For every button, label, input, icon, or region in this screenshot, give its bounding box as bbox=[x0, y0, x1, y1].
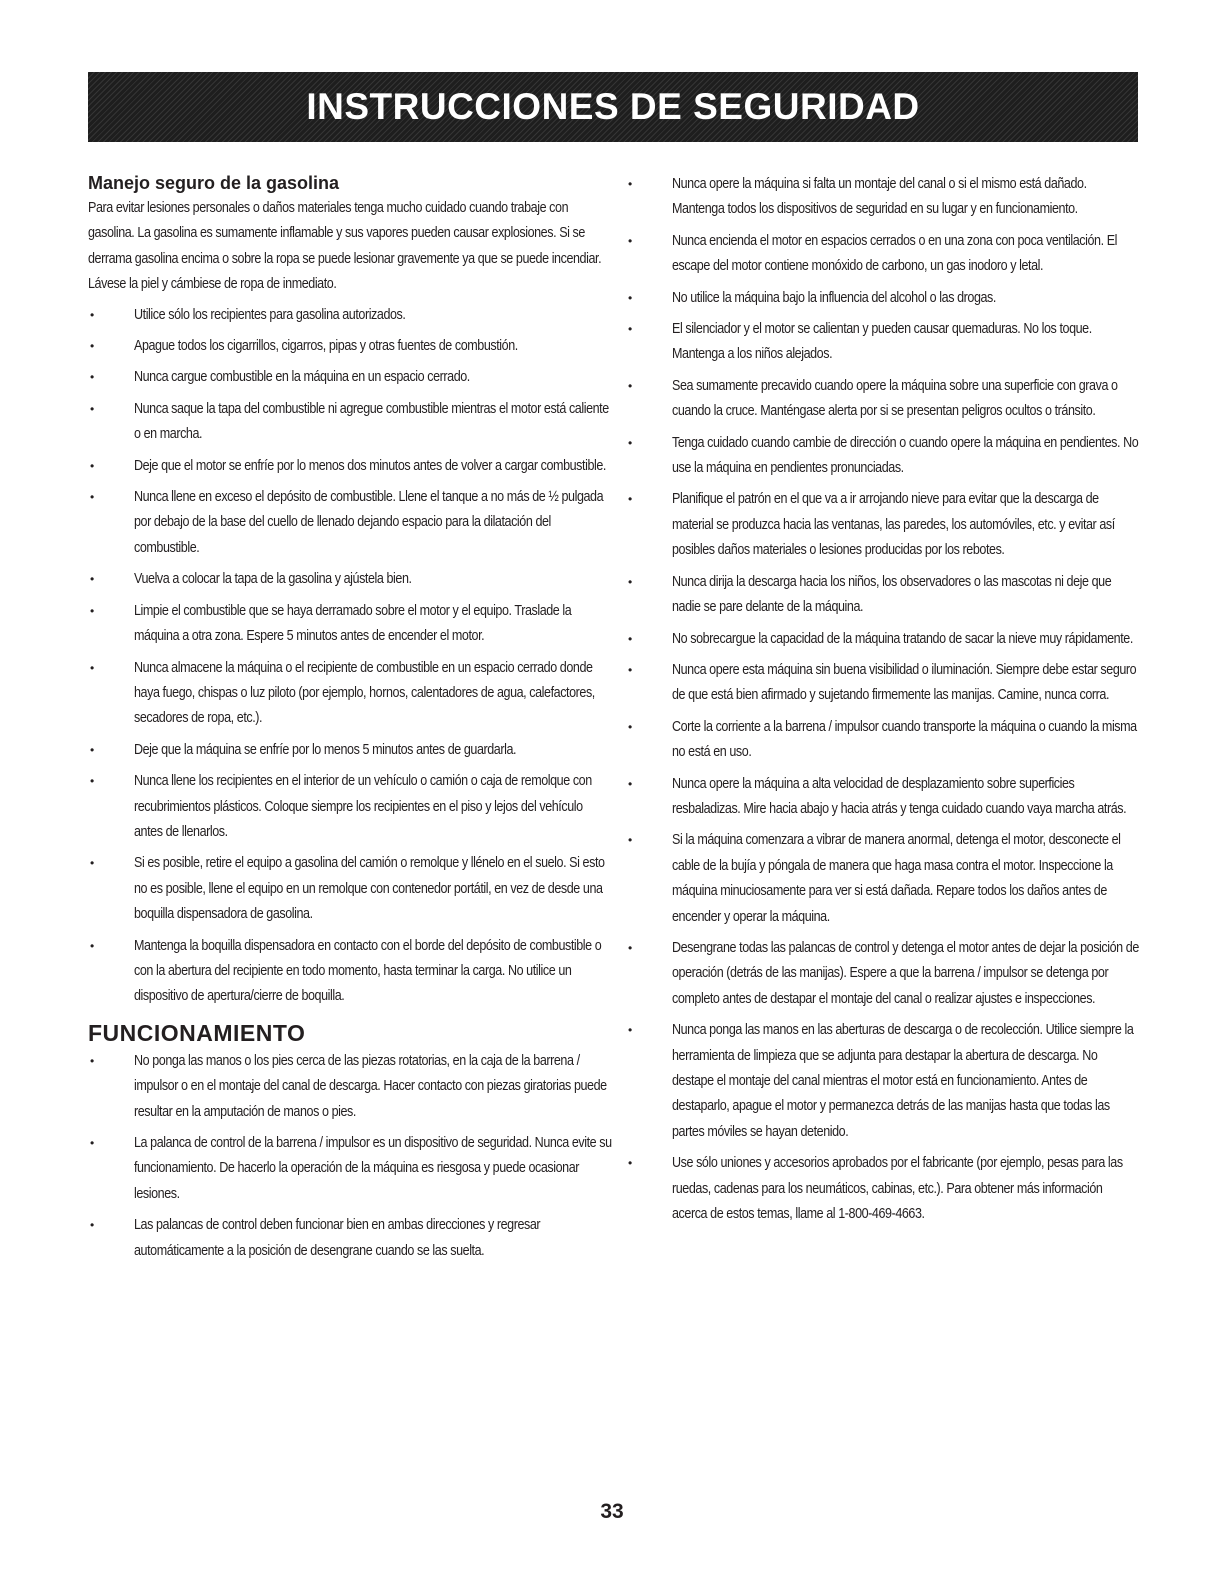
list-item-text: Nunca dirija la descarga hacia los niños, los observadores o las mascotas ni deje que nadie se pare delante de la máquina. bbox=[672, 573, 1112, 616]
operation-heading: FUNCIONAMIENTO bbox=[88, 1019, 306, 1046]
bullet-icon: • bbox=[628, 322, 633, 337]
bullet-icon: • bbox=[628, 492, 633, 507]
list-item bbox=[626, 772, 1138, 823]
list-item-text: Deje que el motor se enfríe por lo menos dos minutos antes de volver a cargar combustible. bbox=[134, 457, 606, 474]
list-item bbox=[88, 334, 610, 359]
list-item-text: Planifique el patrón en el que va a ir arrojando nieve para evitar que la descarga de material se produzca hacia las ventanas, las paredes, los automóviles, etc. y evitar así posibles daños materiales o lesiones producidas por los rebotes. bbox=[672, 491, 1115, 559]
list-item bbox=[626, 431, 1138, 482]
list-item-text: Limpie el combustible que se haya derramado sobre el motor y el equipo. Traslade la máquina a otra zona. Espere 5 minutos antes de encender el motor. bbox=[134, 602, 572, 645]
list-item bbox=[88, 769, 610, 845]
bullet-icon: • bbox=[628, 233, 633, 248]
bullet-icon: • bbox=[90, 774, 95, 789]
list-item bbox=[626, 658, 1138, 709]
operation-list-continued bbox=[626, 172, 1138, 1227]
list-item bbox=[626, 715, 1138, 766]
bullet-icon: • bbox=[628, 177, 633, 191]
bullet-icon: • bbox=[90, 1136, 95, 1150]
bullet-icon: • bbox=[90, 603, 95, 618]
list-item bbox=[626, 317, 1138, 368]
list-item-text: El silenciador y el motor se calientan y pueden causar quemaduras. No los toque. Mantenga a los niños alejados. bbox=[672, 321, 1092, 363]
bullet-icon: • bbox=[90, 938, 95, 953]
bullet-icon: • bbox=[628, 631, 633, 646]
list-item-text: Si es posible, retire el equipo a gasolina del camión o remolque y llénelo en el suelo. Si esto no es posible, llene el equipo en un remolque con contenedor portátil, en vez de desde una boquilla dispensadora de gasolina. bbox=[134, 855, 605, 923]
list-item bbox=[626, 229, 1138, 280]
list-item-text: Deje que la máquina se enfríe por lo menos 5 minutos antes de guardarla. bbox=[134, 741, 517, 758]
list-item-text: Mantenga la boquilla dispensadora en contacto con el borde del depósito de combustible o con la abertura del recipiente en todo momento, hasta terminar la carga. No utilice un dispositivo de apertura/cierre de boquilla. bbox=[134, 937, 602, 1005]
bullet-icon: • bbox=[90, 742, 95, 757]
page-title: INSTRUCCIONES DE SEGURIDAD bbox=[306, 86, 920, 127]
list-item bbox=[88, 1049, 610, 1125]
list-item-text: Nunca opere la máquina si falta un montaje del canal o si el mismo está dañado. Mantenga todos los dispositivos de seguridad en su lugar y en funcionamiento. bbox=[672, 176, 1087, 218]
bullet-icon: • bbox=[90, 339, 95, 354]
list-item bbox=[626, 627, 1138, 652]
list-item bbox=[88, 454, 610, 479]
list-item-text: Nunca saque la tapa del combustible ni agregue combustible mientras el motor está caliente o en marcha. bbox=[134, 400, 609, 443]
bullet-icon: • bbox=[628, 833, 633, 848]
list-item bbox=[88, 738, 610, 763]
list-item bbox=[88, 599, 610, 650]
list-item-text: Apague todos los cigarrillos, cigarros, pipas y otras fuentes de combustión. bbox=[134, 338, 518, 355]
bullet-icon: • bbox=[628, 940, 633, 955]
list-item-text: Nunca llene en exceso el depósito de combustible. Llene el tanque a no más de ½ pulgada por debajo de la base del cuello de llenado dejando espacio para la dilatación del combustible. bbox=[134, 489, 604, 556]
list-item bbox=[88, 656, 610, 732]
list-item-text: Nunca opere la máquina a alta velocidad de desplazamiento sobre superficies resbaladizas. Mire hacia abajo y hacia atrás y tenga cuidado cuando vaya marcha atrás. bbox=[672, 775, 1127, 817]
list-item bbox=[626, 936, 1138, 1012]
bullet-icon: • bbox=[628, 719, 633, 734]
list-item bbox=[626, 570, 1138, 621]
bullet-icon: • bbox=[90, 307, 95, 322]
gasoline-intro: Para evitar lesiones personales o daños materiales tenga mucho cuidado cuando trabaje con gasolina. La gasolina es sumamente inflamable y sus vapores pueden causar explosiones. Si se derrama gasolina encima o sobre la ropa se puede lesionar gravemente ya que se puede incendiar. Lávese la piel y cámbiese de ropa de inmediato. bbox=[88, 200, 602, 293]
list-item-text: Nunca cargue combustible en la máquina en un espacio cerrado. bbox=[134, 369, 470, 386]
list-item bbox=[88, 567, 610, 592]
list-item-text: Nunca encienda el motor en espacios cerrados o en una zona con poca ventilación. El escape del motor contiene monóxido de carbono, un gas inodoro y letal. bbox=[672, 232, 1118, 275]
bullet-icon: • bbox=[628, 378, 633, 393]
bullet-icon: • bbox=[628, 776, 633, 791]
bullet-icon: • bbox=[90, 856, 95, 871]
list-item bbox=[626, 286, 1138, 311]
page-number: 33 bbox=[600, 1500, 624, 1523]
list-item-text: Nunca opere esta máquina sin buena visibilidad o iluminación. Siempre debe estar seguro de que está bien afirmado y sujetando firmemente las manijas. Camine, nunca corra. bbox=[672, 661, 1137, 704]
bullet-icon: • bbox=[628, 662, 633, 677]
list-item-text: No utilice la máquina bajo la influencia del alcohol o las drogas. bbox=[672, 289, 996, 306]
list-item-text: Desengrane todas las palancas de control y detenga el motor antes de dejar la posición de operación (detrás de las manijas). Espere a que la barrena / impulsor se detenga por completo antes de destapar el montaje del canal o realizar ajustes e inspecciones. bbox=[672, 939, 1139, 1007]
list-item bbox=[626, 172, 1138, 223]
list-item-text: Nunca ponga las manos en las aberturas de descarga o de recolección. Utilice siempre la herramienta de limpieza que se adjunta para destapar la abertura de descarga. No destape el montaje del canal mientras el motor está en funcionamiento. Antes de destaparlo, apague el motor y permanezca detrás de las manijas hasta que todas las partes móviles se hayan detenido. bbox=[672, 1022, 1134, 1140]
right-column bbox=[626, 172, 1138, 1233]
list-item bbox=[88, 1131, 610, 1207]
bullet-icon: • bbox=[628, 435, 633, 450]
list-item bbox=[626, 1018, 1138, 1145]
list-item-text: Vuelva a colocar la tapa de la gasolina y ajústela bien. bbox=[134, 571, 412, 588]
list-item-text: No sobrecargue la capacidad de la máquina tratando de sacar la nieve muy rápidamente. bbox=[672, 630, 1133, 647]
list-item-text: Nunca llene los recipientes en el interior de un vehículo o camión o caja de remolque con recubrimientos plásticos. Coloque siempre los recipientes en el piso y lejos del vehículo antes de llenarlos. bbox=[134, 773, 592, 840]
bullet-icon: • bbox=[90, 572, 95, 587]
operation-list bbox=[88, 1049, 610, 1264]
section-banner bbox=[88, 72, 1138, 142]
bullet-icon: • bbox=[628, 574, 633, 589]
list-item-text: No ponga las manos o los pies cerca de las piezas rotatorias, en la caja de la barrena / impulsor o en el montaje del canal de descarga. Hacer contacto con piezas giratorias puede resultar en la amputación de manos o pies. bbox=[134, 1052, 607, 1120]
list-item bbox=[626, 487, 1138, 563]
left-column bbox=[88, 172, 610, 1270]
list-item bbox=[88, 934, 610, 1010]
list-item-text: Tenga cuidado cuando cambie de dirección o cuando opere la máquina en pendientes. No use la máquina en pendientes pronunciadas. bbox=[672, 434, 1139, 477]
list-item bbox=[88, 397, 610, 448]
list-item bbox=[88, 1213, 610, 1264]
list-item-text: Utilice sólo los recipientes para gasolina autorizados. bbox=[134, 306, 406, 323]
list-item-text: Sea sumamente precavido cuando opere la máquina sobre una superficie con grava o cuando la cruce. Manténgase alerta por si se presentan peligros ocultos o tránsito. bbox=[672, 377, 1118, 420]
list-item-text: Use sólo uniones y accesorios aprobados por el fabricante (por ejemplo, pesas para las ruedas, cadenas para los neumáticos, cabinas, etc.). Para obtener más información acerca de estos temas, llame al 1-800-469-4663. bbox=[672, 1155, 1123, 1223]
bullet-icon: • bbox=[90, 458, 95, 473]
gasoline-list bbox=[88, 303, 610, 1010]
gasoline-heading: Manejo seguro de la gasolina bbox=[88, 173, 340, 193]
list-item-text: Las palancas de control deben funcionar bien en ambas direcciones y regresar automáticamente a la posición de desengrane cuando se las suelta. bbox=[134, 1217, 541, 1259]
bullet-icon: • bbox=[628, 1023, 633, 1038]
list-item bbox=[88, 365, 610, 390]
list-item-text: Si la máquina comenzara a vibrar de manera anormal, detenga el motor, desconecte el cable de la bujía y póngala de manera que haga masa contra el motor. Inspeccione la máquina minuciosamente para ver si está dañada. Repare todos los daños antes de encender y operar la máquina. bbox=[672, 832, 1121, 925]
list-item bbox=[88, 303, 610, 328]
list-item bbox=[626, 374, 1138, 425]
list-item bbox=[626, 828, 1138, 930]
list-item bbox=[88, 851, 610, 927]
bullet-icon: • bbox=[90, 660, 95, 675]
bullet-icon: • bbox=[628, 1156, 633, 1171]
list-item-text: Corte la corriente a la barrena / impulsor cuando transporte la máquina o cuando la misma no está en uso. bbox=[672, 718, 1137, 761]
list-item-text: Nunca almacene la máquina o el recipiente de combustible en un espacio cerrado donde haya fuego, chispas o luz piloto (por ejemplo, hornos, calentadores de agua, calefactores, secadores de ropa, etc.). bbox=[134, 659, 595, 727]
bullet-icon: • bbox=[90, 401, 95, 416]
list-item-text: La palanca de control de la barrena / impulsor es un dispositivo de seguridad. Nunca evite su funcionamiento. De hacerlo la operación de la máquina es riesgosa y puede ocasionar lesiones. bbox=[134, 1135, 612, 1202]
bullet-icon: • bbox=[90, 490, 95, 505]
list-item bbox=[626, 1151, 1138, 1227]
bullet-icon: • bbox=[628, 290, 633, 305]
bullet-icon: • bbox=[90, 370, 95, 385]
bullet-icon: • bbox=[90, 1053, 95, 1068]
list-item bbox=[88, 485, 610, 561]
bullet-icon: • bbox=[90, 1218, 95, 1233]
